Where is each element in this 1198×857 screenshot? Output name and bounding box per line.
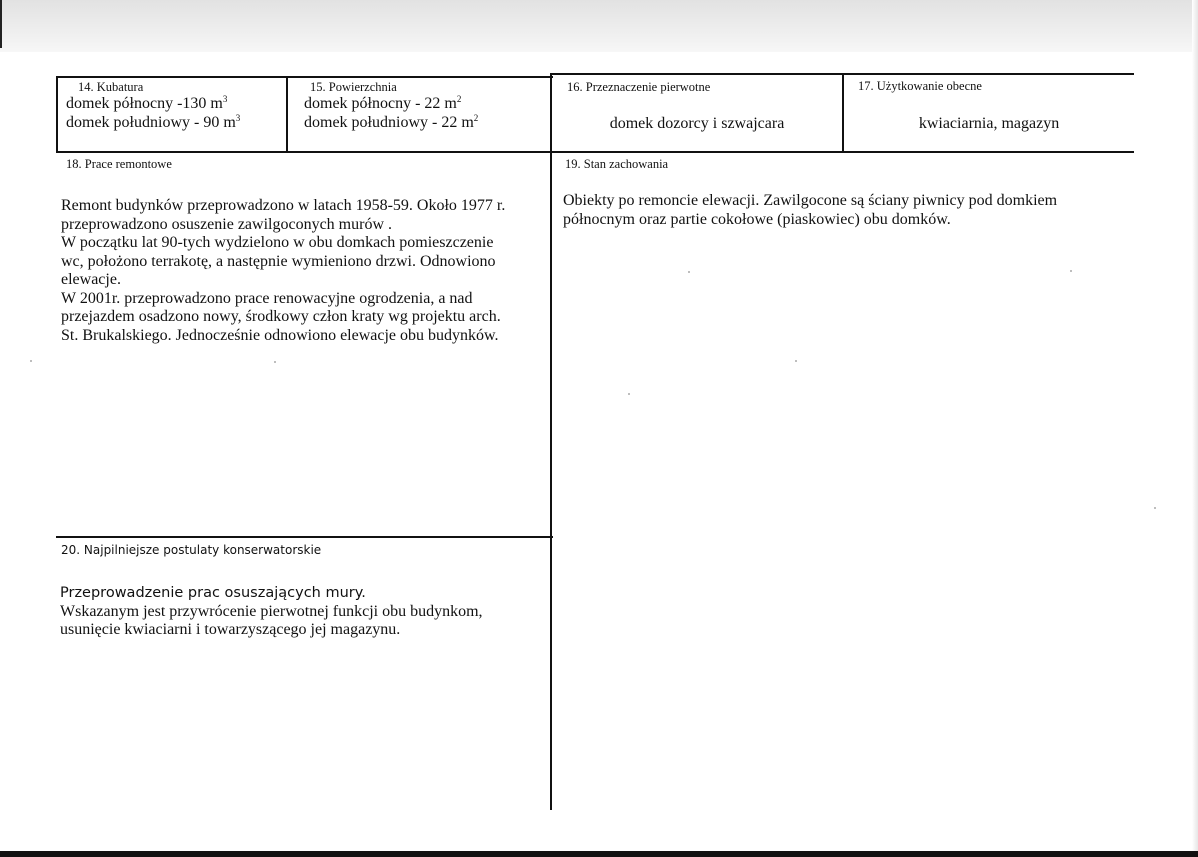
field-17-label: 17. Użytkowanie obecne	[858, 79, 982, 93]
uzytkowanie-value: kwiaciarnia, magazyn	[918, 115, 1060, 132]
rule-divider-16-17	[842, 73, 844, 153]
powierzchnia-south-exp: 2	[473, 113, 479, 123]
prace-line: wc, położono terrakotę, a następnie wymieniono drzwi. Odnowiono	[61, 252, 496, 270]
rule-top-left	[56, 76, 553, 78]
rule-left-edge	[56, 76, 58, 153]
rule-section20-top	[56, 536, 553, 538]
rule-center-divider	[550, 73, 552, 810]
scan-speck	[1070, 270, 1072, 272]
kubatura-north-exp: 3	[222, 94, 228, 104]
kubatura-south-exp: 3	[235, 113, 241, 123]
scan-speck	[688, 271, 690, 273]
prace-line: elewacje.	[61, 271, 121, 288]
scan-speck	[274, 361, 276, 363]
powierzchnia-south	[304, 114, 478, 132]
field-15-label: 15. Powierzchnia	[310, 80, 397, 94]
prace-line: W początku lat 90-tych wydzielono w obu domkach pomieszczenie	[61, 234, 494, 251]
rule-row1-bottom	[56, 151, 1134, 153]
scan-right-edge	[1192, 0, 1198, 857]
prace-line: przejazdem osadzono nowy, środkowy człon kraty wg projektu arch.	[61, 308, 501, 325]
scan-bottom-edge	[0, 851, 1198, 857]
postulaty-text	[60, 584, 483, 640]
kubatura-north	[66, 95, 227, 113]
kubatura-north-text: domek północny -130 m	[66, 95, 223, 112]
powierzchnia-north-exp: 2	[456, 94, 462, 104]
scan-speck	[1154, 507, 1156, 509]
field-19-label: 19. Stan zachowania	[565, 157, 669, 171]
powierzchnia-south-text: domek południowy - 22 m	[304, 114, 474, 131]
stan-line: północnym oraz partie cokołowe (piaskowiec) obu domków.	[563, 210, 951, 228]
stan-line: Obiekty po remoncie elewacji. Zawilgocone są ściany piwnicy pod domkiem	[563, 192, 1058, 209]
postulaty-line: usunięcie kwiaciarni i towarzyszącego jej magazynu.	[60, 621, 401, 638]
field-14-label: 14. Kubatura	[78, 80, 144, 94]
powierzchnia-north	[304, 95, 461, 113]
rule-divider-14-15	[286, 76, 288, 153]
prace-line: Remont budynków przeprowadzono w latach 1958-59. Około 1977 r.	[61, 197, 506, 214]
prace-line: St. Brukalskiego. Jednocześnie odnowiono elewacje obu budynków.	[61, 326, 499, 344]
przeznaczenie-value: domek dozorcy i szwajcara	[609, 115, 785, 132]
prace-line: przeprowadzono osuszenie zawilgoconych murów .	[61, 215, 392, 233]
scan-speck	[628, 393, 630, 395]
scan-top-margin	[0, 0, 1198, 52]
powierzchnia-north-text: domek północny - 22 m	[304, 95, 457, 112]
field-18-label: 18. Prace remontowe	[66, 157, 172, 171]
scan-left-mark	[0, 0, 2, 48]
kubatura-south-text: domek południowy - 90 m	[66, 114, 236, 131]
kubatura-south	[66, 114, 240, 132]
field-20-label: 20. Najpilniejsze postulaty konserwatorskie	[61, 543, 322, 557]
field-16-label: 16. Przeznaczenie pierwotne	[567, 80, 711, 94]
stan-text	[563, 192, 1057, 229]
postulaty-line: Przeprowadzenie prac osuszających mury.	[60, 585, 366, 601]
scan-speck	[30, 360, 32, 362]
prace-line: W 2001r. przeprowadzono prace renowacyjne ogrodzenia, a nad	[61, 289, 473, 307]
prace-text	[61, 197, 505, 345]
scan-speck	[795, 360, 797, 362]
postulaty-line: Wskazanym jest przywrócenie pierwotnej funkcji obu budynkom,	[60, 602, 483, 620]
